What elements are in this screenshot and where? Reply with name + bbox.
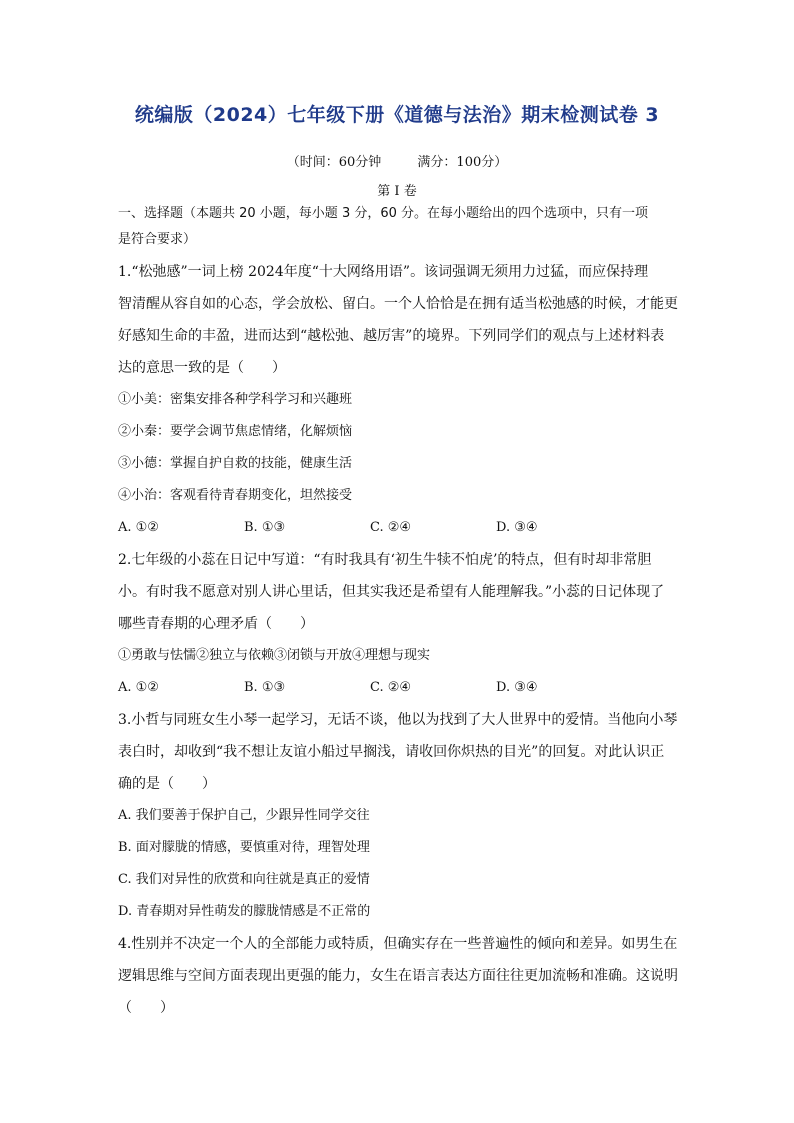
option-b[interactable]: B. ①③: [244, 680, 286, 695]
question-text-line: 好感知生命的丰盈，进而达到“越松弛、越厉害”的境界。下列同学们的观点与上述材料表: [118, 328, 665, 344]
question-text-line: 智清醒从容自如的心态，学会放松、留白。一个人恰恰是在拥有适当松弛感的时候，才能更: [118, 296, 678, 312]
question-text-line: 表白时，却收到“我不想让友谊小船过早搁浅，请收回你炽热的目光”的回复。对此认识正: [118, 744, 665, 760]
question-text-line: （ ）: [118, 1000, 174, 1016]
question-text-line: 1.“松弛感”一词上榜 2024年度“十大网络用语”。该词强调无须用力过猛，而应保持理: [118, 264, 649, 280]
option-b[interactable]: B. ①③: [244, 520, 286, 535]
question-text-line: 逻辑思维与空间方面表现出更强的能力，女生在语言表达方面往往更加流畅和准确。这说明: [118, 968, 678, 984]
question-text-line: 达的意思一致的是（ ）: [118, 360, 286, 376]
option-a[interactable]: A. 我们要善于保护自己，少跟异性同学交往: [118, 808, 370, 823]
question-4: [118, 934, 676, 1030]
question-1: [118, 262, 676, 550]
section-label: 第 I 卷: [377, 184, 417, 199]
option-a[interactable]: A. ①②: [118, 520, 159, 535]
option-a[interactable]: A. ①②: [118, 680, 159, 695]
instruction-line: 是符合要求）: [118, 232, 197, 247]
full-score: 满分：100分）: [417, 155, 508, 170]
question-text-line: 小。有时我不愿意对别人讲心里话，但其实我还是希望有人能理解我。”小蕊的日记体现了: [118, 584, 665, 600]
question-text-line: 2.七年级的小蕊在日记中写道：“有时我具有‘初生牛犊不怕虎’的特点，但有时却非常胆: [118, 552, 652, 568]
answer-options: [118, 678, 676, 710]
exam-content: [118, 204, 676, 1030]
instruction-line: 一、选择题（本题共 20 小题，每小题 3 分，60 分。在每小题给出的四个选项中，只有一项: [118, 206, 649, 221]
question-text-line: 3.小哲与同班女生小琴一起学习，无话不谈，他以为找到了大人世界中的爱情。当他向小琴: [118, 712, 678, 728]
answer-options: [118, 518, 676, 550]
option-b[interactable]: B. 面对朦胧的情感，要慎重对待，理智处理: [118, 840, 370, 855]
statement-item: ①小美：密集安排各种学科学习和兴趣班: [118, 392, 353, 407]
option-d[interactable]: D. 青春期对异性萌发的朦胧情感是不正常的: [118, 904, 371, 919]
question-text-line: 4.性别并不决定一个人的全部能力或特质，但确实存在一些普遍性的倾向和差异。如男生在: [118, 936, 678, 952]
statement-item: ④小治：客观看待青春期变化，坦然接受: [118, 488, 353, 503]
exam-meta: [0, 151, 794, 170]
question-text-line: 确的是（ ）: [118, 776, 216, 792]
question-3: [118, 710, 676, 934]
question-2: [118, 550, 676, 710]
question-text-line: 哪些青春期的心理矛盾（ ）: [118, 616, 314, 632]
option-d[interactable]: D. ③④: [496, 680, 538, 695]
option-c[interactable]: C. ②④: [370, 680, 412, 695]
option-c[interactable]: C. 我们对异性的欣赏和向往就是真正的爱情: [118, 872, 370, 887]
statement-item: ②小秦：要学会调节焦虑情绪，化解烦恼: [118, 424, 353, 439]
statement-item: ①勇敢与怯懦②独立与依赖③闭锁与开放④理想与现实: [118, 648, 431, 663]
statement-item: ③小德：掌握自护自救的技能，健康生活: [118, 456, 353, 471]
option-c[interactable]: C. ②④: [370, 520, 412, 535]
exam-title: 统编版（2024）七年级下册《道德与法治》期末检测试卷 3: [134, 104, 660, 126]
option-d[interactable]: D. ③④: [496, 520, 538, 535]
time-limit: （时间：60分钟: [286, 155, 382, 170]
